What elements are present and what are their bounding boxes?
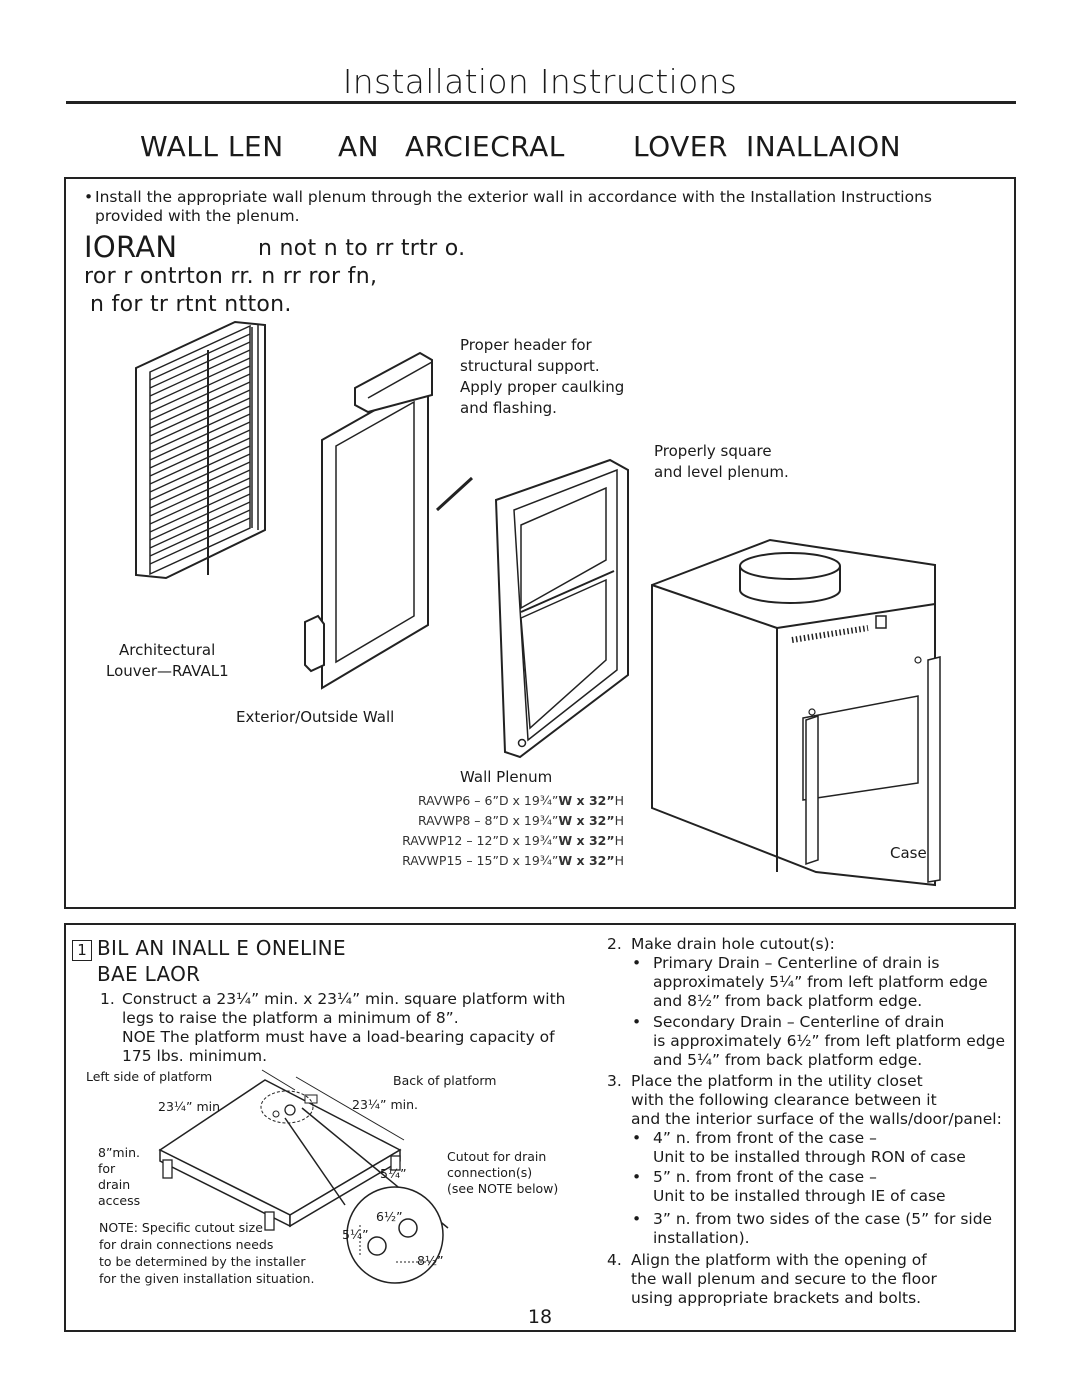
item3-number: 3. bbox=[607, 1072, 622, 1090]
access-label: access bbox=[98, 1193, 141, 1208]
section-header-part-1: WALL LEN bbox=[140, 130, 284, 163]
item2-text: Make drain hole cutout(s): bbox=[631, 935, 835, 953]
step-heading-line-2: BAE LAOR bbox=[97, 962, 201, 986]
louver-illustration bbox=[136, 322, 265, 578]
plenum-bullet-text: Install the appropriate wall plenum through the exterior wall in accordance with the Installation Instructions provided with the plenum. bbox=[95, 188, 932, 225]
section-header-part-4: LOVER bbox=[633, 130, 728, 163]
item1-note bbox=[122, 1028, 577, 1066]
drain-label: drain bbox=[98, 1177, 131, 1192]
step-number: 1 bbox=[72, 940, 92, 961]
plenum-models-list bbox=[372, 791, 624, 871]
item2-bullet2-line2: is approximately 6½” from left platform edge bbox=[653, 1032, 1006, 1050]
plenum-bullet: • Install the appropriate wall plenum through the exterior wall in accordance with the Installation Instructions provided with the plenum. bbox=[84, 188, 984, 226]
bullet-dot: • bbox=[632, 1210, 642, 1228]
louver-label-1: Architectural bbox=[119, 641, 216, 659]
item4-number: 4. bbox=[607, 1251, 622, 1269]
square-note-2: and level plenum. bbox=[654, 463, 789, 481]
note-line-3: to be determined by the installer bbox=[99, 1254, 306, 1269]
item4-line2: the wall plenum and secure to the floor bbox=[631, 1270, 937, 1288]
header-note-2: structural support. bbox=[460, 357, 600, 375]
cutout-label-2: connection(s) bbox=[447, 1165, 533, 1180]
bullet-dot: • bbox=[632, 1013, 642, 1031]
five-quarter-b-label: 5¼” bbox=[342, 1227, 369, 1242]
item2-number: 2. bbox=[607, 935, 622, 953]
step-heading-line-1: BIL AN INALL E ONELINE bbox=[97, 936, 346, 960]
note-line-1: NOTE: Specific cutout size bbox=[99, 1220, 263, 1235]
item1-text: Construct a 23¼” min. x 23¼” min. square platform with legs to raise the platform a minimum of 8”. bbox=[122, 990, 566, 1027]
note-text: The platform must have a load-bearing capacity of 175 lbs. minimum. bbox=[122, 1028, 555, 1065]
item3-bullet3-line1: 3” n. from two sides of the case (5” for side bbox=[653, 1210, 993, 1228]
header-note-3: Apply proper caulking bbox=[460, 378, 625, 396]
wall-plenum-illustration bbox=[496, 460, 628, 757]
bullet-dot: • bbox=[632, 954, 642, 972]
item4-line3: using appropriate brackets and bolts. bbox=[631, 1289, 922, 1307]
note-line-4: for the given installation situation. bbox=[99, 1271, 315, 1286]
cutout-label-1: Cutout for drain bbox=[447, 1149, 547, 1164]
note-label: NOE bbox=[122, 1028, 156, 1046]
item2-bullet1-line3: and 8½” from back platform edge. bbox=[653, 992, 923, 1010]
bullet-dot: • bbox=[632, 1129, 642, 1147]
back-side-label: Back of platform bbox=[393, 1073, 497, 1088]
left-side-label: Left side of platform bbox=[86, 1069, 213, 1084]
eight-half-label: 8½” bbox=[417, 1253, 444, 1268]
item3-line3: and the interior surface of the walls/door/panel: bbox=[631, 1110, 1002, 1128]
item3-bullet2-line2: Unit to be installed through IE of case bbox=[653, 1187, 946, 1205]
header-note-1: Proper header for bbox=[460, 336, 592, 354]
important-line-2: ror r ontrton rr. n rr ror fn, bbox=[84, 264, 378, 289]
note-line-2: for drain connections needs bbox=[99, 1237, 274, 1252]
dim-left-label: 23¼” min bbox=[158, 1099, 221, 1114]
eight-min-label: 8”min. bbox=[98, 1145, 140, 1160]
item2-bullet2-line1: Secondary Drain – Centerline of drain bbox=[653, 1013, 945, 1031]
item3-bullet1-line1: 4” n. from front of the case – bbox=[653, 1129, 877, 1147]
exterior-wall-label: Exterior/Outside Wall bbox=[236, 708, 395, 726]
for-label: for bbox=[98, 1161, 116, 1176]
item3-bullet1-line2: Unit to be installed through RON of case bbox=[653, 1148, 966, 1166]
header-note-4: and flashing. bbox=[460, 399, 557, 417]
wall-plenum-label: Wall Plenum bbox=[460, 768, 553, 786]
item3-bullet2-line1: 5” n. from front of the case – bbox=[653, 1168, 877, 1186]
square-note-1: Properly square bbox=[654, 442, 772, 460]
important-line-3: n for tr rtnt ntton. bbox=[90, 292, 292, 317]
item3-bullet3-line2: installation). bbox=[653, 1229, 750, 1247]
six-half-label: 6½” bbox=[376, 1209, 403, 1224]
plenum-model-row: RAVWP12 – 12”D x 19¾”W x 32”H bbox=[402, 833, 624, 848]
important-line-1: n not n to rr trtr o. bbox=[258, 236, 466, 261]
item3-line1: Place the platform in the utility closet bbox=[631, 1072, 923, 1090]
item1-number: 1. bbox=[100, 990, 115, 1008]
section-header-part-2: AN bbox=[338, 130, 380, 163]
item4-line1: Align the platform with the opening of bbox=[631, 1251, 927, 1269]
case-illustration bbox=[652, 540, 940, 885]
important-heading: IORAN bbox=[84, 230, 178, 264]
plenum-model-row: RAVWP15 – 15”D x 19¾”W x 32”H bbox=[402, 853, 624, 868]
page-number: 18 bbox=[527, 1306, 553, 1328]
exterior-wall-illustration bbox=[305, 353, 472, 688]
plenum-model-row: RAVWP8 – 8”D x 19¾”W x 32”H bbox=[417, 813, 624, 828]
item2-bullet1-line1: Primary Drain – Centerline of drain is bbox=[653, 954, 940, 972]
five-quarter-label: 5¼” bbox=[380, 1166, 407, 1181]
page-title: Installation Instructions bbox=[342, 62, 738, 101]
item2-bullet2-line3: and 5¼” from back platform edge. bbox=[653, 1051, 923, 1069]
item3-line2: with the following clearance between it bbox=[631, 1091, 937, 1109]
dim-back-label: 23¼” min. bbox=[352, 1097, 419, 1112]
plenum-model-row: RAVWP6 – 6”D x 19¾”W x 32”H bbox=[417, 793, 624, 808]
louver-label-2: Louver—RAVAL1 bbox=[106, 662, 229, 680]
section-header-part-3: ARCIECRAL bbox=[405, 130, 565, 163]
item2-bullet1-line2: approximately 5¼” from left platform edge bbox=[653, 973, 988, 991]
section-header-part-5: INALLAION bbox=[746, 130, 902, 163]
case-label: Case bbox=[890, 844, 927, 862]
cutout-label-3: (see NOTE below) bbox=[447, 1181, 559, 1196]
bullet-dot: • bbox=[632, 1168, 642, 1186]
